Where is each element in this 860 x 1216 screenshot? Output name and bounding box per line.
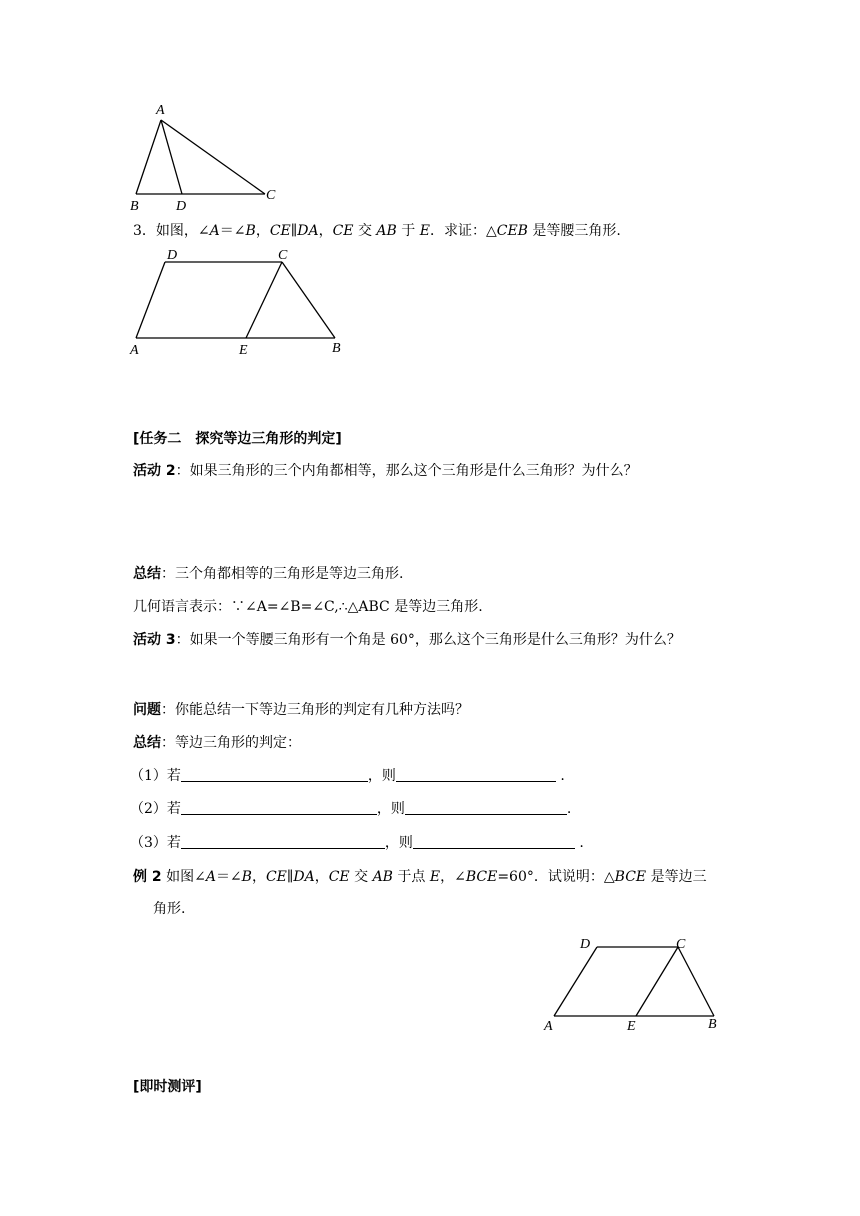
question: 问题：你能总结一下等边三角形的判定有几种方法吗？ [133, 702, 469, 718]
criterion-3: （3）若 ，则 . [130, 835, 584, 851]
segment-ce [246, 262, 282, 338]
summary-2: 总结：等边三角形的判定： [133, 735, 301, 751]
geometry-language: 几何语言表示：∵∠A=∠B=∠C,∴△ABC 是等边三角形. [133, 599, 483, 615]
activity-3: 活动 3：如果一个等腰三角形有一个角是 60°，那么这个三角形是什么三角形？为什么？ [133, 632, 681, 648]
blank-condition-2[interactable] [181, 800, 377, 815]
example-2: 例 2 如图∠A＝∠B，CE∥DA，CE 交 AB 于点 E，∠BCE=60°．试说明：△BCE 是等边三 [133, 869, 707, 885]
label-b: B [130, 199, 139, 214]
problem-3-text: 3．如图，∠A＝∠B，CE∥DA，CE 交 AB 于 E．求证：△CEB 是等腰三角形. [133, 223, 621, 239]
criterion-2: （2）若 ，则 . [130, 801, 572, 817]
label-c: C [278, 248, 288, 263]
activity-2: 活动 2：如果三角形的三个内角都相等，那么这个三角形是什么三角形？为什么？ [133, 463, 638, 479]
label-d: D [176, 199, 187, 214]
criterion-1: （1）若 ，则 . [130, 768, 565, 784]
segment-da [136, 262, 165, 338]
label-c: C [676, 937, 686, 952]
label-a: A [156, 103, 165, 118]
blank-result-2[interactable] [405, 800, 567, 815]
trapezoid-figure [125, 244, 350, 359]
label-c: C [266, 188, 276, 203]
segment-ac [161, 120, 265, 194]
segment-da [554, 947, 597, 1016]
example-2-continued: 角形. [153, 901, 186, 917]
label-b: B [708, 1017, 717, 1032]
label-e: E [627, 1019, 636, 1034]
label-e: E [239, 343, 248, 358]
blank-result-1[interactable] [396, 767, 556, 782]
summary-1: 总结：三个角都相等的三角形是等边三角形. [133, 566, 404, 582]
label-d: D [167, 248, 178, 263]
instant-test-heading: [即时测评] [133, 1079, 202, 1095]
triangle-abd-figure [125, 100, 285, 215]
label-a: A [130, 343, 139, 358]
segment-ad [161, 120, 182, 194]
task-2-heading: [任务二 探究等边三角形的判定] [133, 431, 342, 447]
blank-condition-3[interactable] [181, 834, 385, 849]
blank-result-3[interactable] [413, 834, 575, 849]
blank-condition-1[interactable] [181, 767, 368, 782]
label-a: A [544, 1019, 553, 1034]
segment-ce [636, 947, 678, 1016]
segment-ab [136, 120, 161, 194]
example-2-trapezoid-figure [540, 932, 725, 1037]
label-d: D [580, 937, 591, 952]
label-b: B [332, 341, 341, 356]
segment-cb [678, 947, 714, 1016]
segment-cb [282, 262, 335, 338]
